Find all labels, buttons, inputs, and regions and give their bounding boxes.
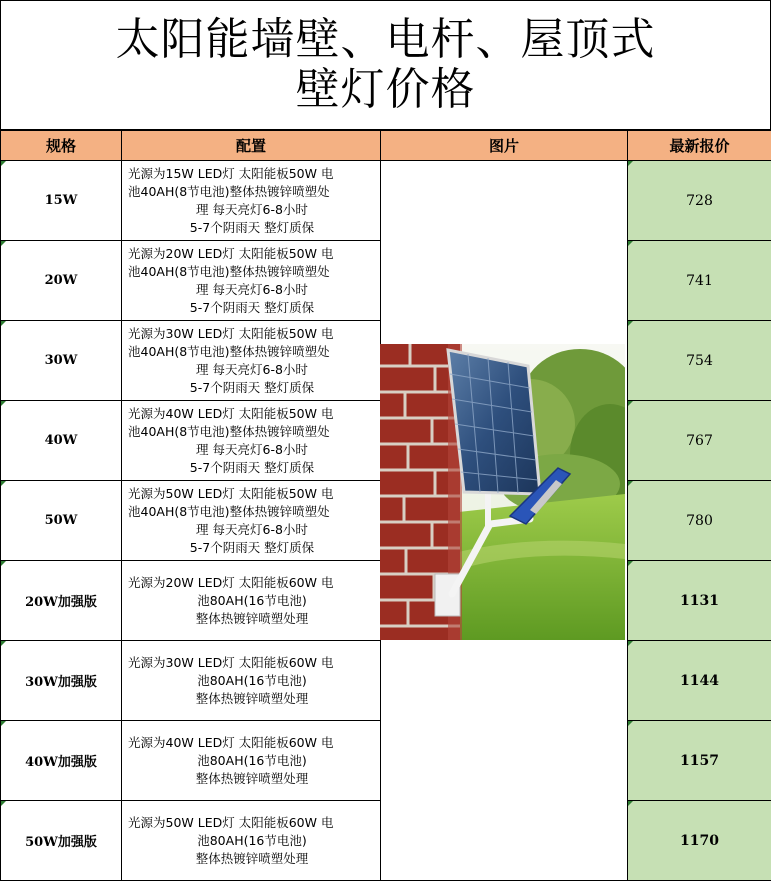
- spec-cell: 15W: [1, 161, 122, 241]
- spec-cell: 50W: [1, 481, 122, 561]
- config-cell: 光源为40W LED灯 太阳能板50W 电 池40AH(8节电池)整体热镀锌喷塑处 理 每天亮灯6-8小时 5-7个阴雨天 整灯质保: [122, 401, 381, 481]
- product-photo: [380, 344, 625, 640]
- spec-cell: 20W: [1, 241, 122, 321]
- config-cell: 光源为30W LED灯 太阳能板50W 电 池40AH(8节电池)整体热镀锌喷塑处 理 每天亮灯6-8小时 5-7个阴雨天 整灯质保: [122, 321, 381, 401]
- price-cell: 741: [628, 241, 771, 321]
- header-config: 配置: [122, 131, 381, 161]
- spec-cell: 40W: [1, 401, 122, 481]
- price-cell: 1131: [628, 561, 771, 641]
- spec-cell: 30W加强版: [1, 641, 122, 721]
- spec-cell: 30W: [1, 321, 122, 401]
- spec-cell: 50W加强版: [1, 801, 122, 881]
- config-cell: 光源为20W LED灯 太阳能板50W 电 池40AH(8节电池)整体热镀锌喷塑处 理 每天亮灯6-8小时 5-7个阴雨天 整灯质保: [122, 241, 381, 321]
- price-cell: 767: [628, 401, 771, 481]
- config-cell: 光源为50W LED灯 太阳能板50W 电 池40AH(8节电池)整体热镀锌喷塑处 理 每天亮灯6-8小时 5-7个阴雨天 整灯质保: [122, 481, 381, 561]
- spec-cell: 20W加强版: [1, 561, 122, 641]
- config-cell: 光源为40W LED灯 太阳能板60W 电 池80AH(16节电池) 整体热镀锌喷塑处理: [122, 721, 381, 801]
- title-line-1: 太阳能墙壁、电杆、屋顶式: [115, 14, 656, 65]
- price-cell: 1170: [628, 801, 771, 881]
- price-cell: 1144: [628, 641, 771, 721]
- page-title: [0, 0, 771, 130]
- price-cell: 780: [628, 481, 771, 561]
- price-cell: 1157: [628, 721, 771, 801]
- spec-cell: 40W加强版: [1, 721, 122, 801]
- header-price: 最新报价: [628, 131, 771, 161]
- config-cell: 光源为15W LED灯 太阳能板50W 电 池40AH(8节电池)整体热镀锌喷塑处 理 每天亮灯6-8小时 5-7个阴雨天 整灯质保: [122, 161, 381, 241]
- header-picture: 图片: [381, 131, 628, 161]
- header-spec: 规格: [1, 131, 122, 161]
- config-cell: 光源为50W LED灯 太阳能板60W 电 池80AH(16节电池) 整体热镀锌喷塑处理: [122, 801, 381, 881]
- price-cell: 754: [628, 321, 771, 401]
- title-line-2: 壁灯价格: [295, 64, 476, 115]
- table-row: [1, 161, 771, 241]
- config-cell: 光源为20W LED灯 太阳能板60W 电 池80AH(16节电池) 整体热镀锌喷塑处理: [122, 561, 381, 641]
- price-cell: 728: [628, 161, 771, 241]
- config-cell: 光源为30W LED灯 太阳能板60W 电 池80AH(16节电池) 整体热镀锌喷塑处理: [122, 641, 381, 721]
- table-header-row: [1, 131, 771, 161]
